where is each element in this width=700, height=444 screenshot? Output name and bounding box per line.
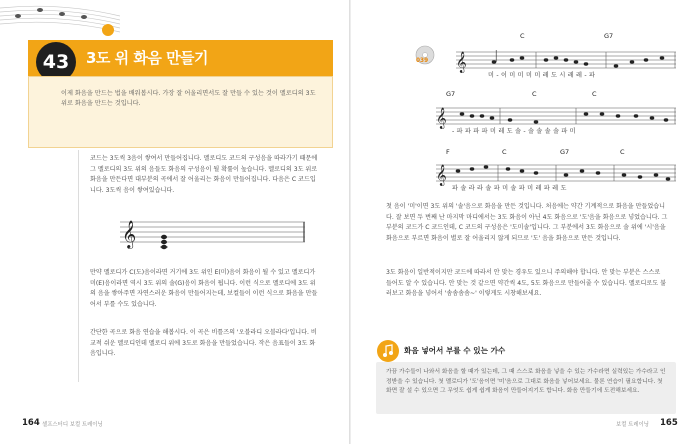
- svg-text:C: C: [532, 90, 537, 98]
- body-paragraph-2: 만약 멜로디가 C(도)음이라면 거기에 3도 위인 E(미)음이 화음이 될 수 있고 멜로디가 미(E)음이라면 역시 3도 위의 솔(G)음이 화음이 됩니다. 이런 식으로 멜로디에 3도 위의 음을 쌓아주면 자연스러운 화음이 만들어지는데, 보컬들이 이런 식으로 화음을 만들어서 부를 수도 있습니다.: [90, 269, 318, 308]
- svg-text:F: F: [446, 148, 450, 156]
- page-label-right: 보컬 트레이닝: [616, 422, 649, 428]
- decorative-staff-icon: [0, 0, 120, 40]
- page-gutter: [349, 0, 351, 444]
- svg-text:C: C: [620, 148, 625, 156]
- page-label-left: 셀프스터디 보컬 트레이닝: [42, 422, 103, 428]
- body-paragraph-1: 코드는 3도씩 3음이 쌓여서 만들어집니다. 멜로디도 코드의 구성음을 따라가기 때문에 그 멜로디의 3도 위의 음들도 화음의 구성음이 될 확률이 높습니다. 멜로디의 3도 위로 화음을 만든다면 대부분의 곡에서 잘 어울리는 화음이 만들어집니다. 다음은 C 코드입니다. 3도씩 음이 쌓여있습니다.: [90, 155, 318, 194]
- lyrics-line-3: 파 솔 라 라 솔 파 미 솔 파 미 레 파 레 도: [452, 185, 567, 192]
- body-paragraph-right-2: 3도 화음이 일반적이지만 코드에 따라서 안 맞는 경우도 있으니 주의해야 합니다. 안 맞는 부분은 스스로 들어도 알 수 있습니다. 안 맞는 것 같으면 약간씩 4도, 5도 화음으로 만들어줄 수 있습니다. 멜로디로도 불러보고 화음을 넣어서 '솜솜솜솜~' 이렇게도 시창해보세요.: [386, 269, 667, 298]
- svg-text:C: C: [502, 148, 507, 156]
- intro-box: 이제 화음을 만드는 법을 배워봅시다. 가장 잘 어울리면서도 잘 만들 수 있는 것이 멜로디의 3도 위로 화음을 만드는 것입니다.: [28, 76, 333, 148]
- svg-text:𝄞: 𝄞: [122, 220, 137, 248]
- music-note-icon: [377, 340, 399, 362]
- svg-text:C: C: [592, 90, 597, 98]
- lyrics-line-1: 미 - 이 미 미 미 미 레 도 시 레 레 - 파: [488, 72, 596, 79]
- lyrics-line-2: - 파 파 파 파 미 레 도 솔 - 솔 솔 솔 솔 파 미: [452, 128, 576, 135]
- svg-text:𝄞: 𝄞: [436, 108, 447, 129]
- svg-text:G7: G7: [560, 148, 570, 156]
- chapter-title: 3도 위 화음 만들기: [86, 49, 209, 67]
- svg-text:𝄞: 𝄞: [456, 52, 467, 73]
- chapter-number: 43: [36, 42, 76, 82]
- svg-text:C: C: [520, 32, 525, 40]
- svg-text:𝄞: 𝄞: [436, 165, 447, 186]
- sheet-music-score: [436, 24, 676, 200]
- svg-text:G7: G7: [604, 32, 614, 40]
- track-number: 039: [416, 58, 429, 64]
- tip-box-title: 화음 넣어서 부를 수 있는 가수: [404, 346, 506, 355]
- column-rule: [78, 150, 79, 382]
- body-paragraph-3: 간단한 곡으로 화음 연습을 해봅시다. 이 곡은 비틀즈의 '오블라디 오블라다'입니다. 비교적 쉬운 멜로디인데 멜로디 위에 3도로 화음을 만들었습니다. 작은 음표들이 3도 화음입니다.: [90, 329, 317, 358]
- svg-text:G7: G7: [446, 90, 456, 98]
- c-chord-staff-figure: [120, 214, 305, 250]
- tip-box: 가끔 가수들이 나와서 화음을 할 때가 있는데, 그 때 스스로 화음을 넣을 수 있는 가수라면 실력있는 가수라고 인정받을 수 있습니다. 첫 멜로디가 '도'음이면 '미'음으로 그대로 화음을 넣어보세요. 물론 연습이 필요합니다. 첫 화면 잘 설 수 있으면 그 무엇도 쉽게 쉽게 화음이 만들어지기도 합니다. 화음 만들기에 도전해보세요.: [376, 362, 676, 414]
- page-number-left: 164: [22, 418, 40, 428]
- page-number-right: 165: [660, 418, 678, 428]
- body-paragraph-right-1: 첫 음이 '미'이면 3도 위의 '솔'음으로 화음을 만든 것입니다. 처음에는 약간 기계적으로 화음을 만들었습니다. 잘 보면 두 번째 난 마지막 마디에서는 3도 화음이 아닌 4도 화음으로 '도'음을 화음으로 넣었습니다. 그 부분의 코드가 C 코드인데, C 코드의 구성음은 '도미솔'입니다. 그 부분에서 3도 화음으로 솔 위에 '시'음을 화음으로 부르면 화음이 별로 잘 어울리지 않게 되므로 '도' 음을 화음으로 만든 것입니다.: [386, 203, 668, 242]
